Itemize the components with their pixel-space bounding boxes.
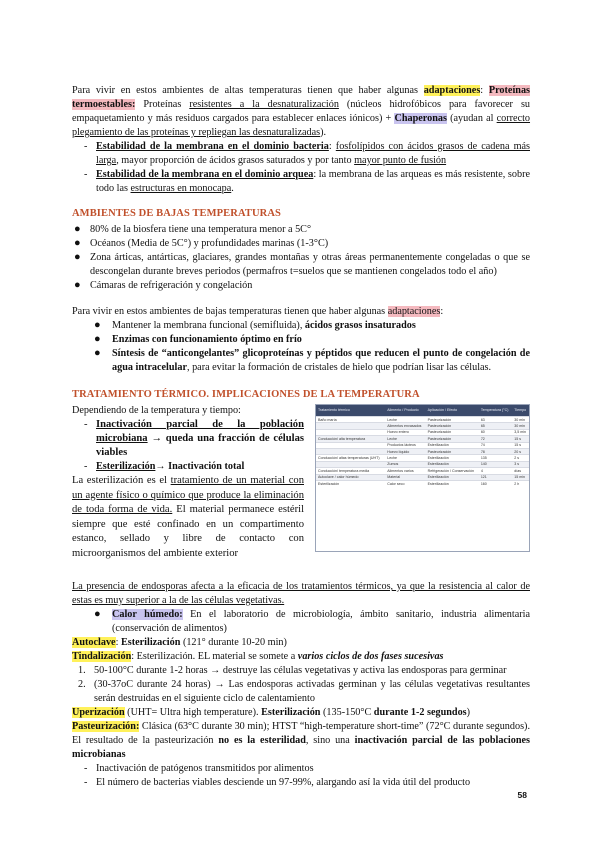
highlight-uperizacion: Uperización <box>72 707 125 718</box>
bullet-dot: ● <box>74 251 81 263</box>
table-cell: 65 <box>479 423 512 429</box>
paragraph-bajas-adaptaciones: Para vivir en estos ambientes de bajas temperaturas tienen que haber algunas adaptaciones: <box>72 306 444 317</box>
endosporas-text: La presencia de endosporas afecta a la eficacia de los tratamientos térmicos, ya que la resistencia al calor de estas es muy superior a la de las células vegetativas. <box>72 581 530 606</box>
list-item: ● Mantener la membrana funcional (semifluida), ácidos grasos insaturados <box>94 319 416 331</box>
heading-tratamiento-termico: TRATAMIENTO TÉRMICO. IMPLICACIONES DE LA TEMPERATURA <box>72 389 420 400</box>
table-cell: Esterilización <box>426 455 479 461</box>
table-cell: 160 <box>479 481 512 487</box>
list-item: - Estabilidad de la membrana en el dominio bacteria: fosfolípidos con ácidos grasos de cadena más larga, mayor proporción de ácidos grasos saturados y por tanto mayor punto de fusión <box>84 141 530 166</box>
highlight-adaptaciones: adaptaciones <box>423 85 481 96</box>
table-cell: Baño maría <box>316 417 385 423</box>
table-cell: Pasteurización <box>426 436 479 442</box>
table-cell: 20 s <box>512 449 529 455</box>
uperizacion-line: Uperización (UHT= Ultra high temperature). Esterilización (135-150°C durante 1-2 segundos) <box>72 707 471 718</box>
highlight-adaptaciones-bajas: adaptaciones <box>387 306 441 317</box>
list-item: - Inactivación parcial de la población microbiana → queda una fracción de células viables <box>84 419 304 458</box>
dash-bullet: - <box>84 169 88 180</box>
table-cell: 30 min <box>512 423 529 429</box>
dependiendo-text: Dependiendo de la temperatura y tiempo: <box>72 405 241 416</box>
list-item: ● 80% de la biosfera tiene una temperatura menor a 5C° <box>74 223 312 235</box>
table-cell: Huevo entero <box>385 429 425 435</box>
highlight-autoclave: Autoclave <box>72 637 116 648</box>
table-cell: 74 <box>479 442 512 448</box>
highlight-proteinas-termoestables: Proteínas termoestables: <box>72 85 530 110</box>
pasteurizacion-list <box>72 762 530 790</box>
dash-bullet: - <box>84 777 88 788</box>
table-cell: Alimentos varios <box>385 468 425 474</box>
table-cell: Alimentos envasados <box>385 423 425 429</box>
table-cell: 2 h <box>512 481 529 487</box>
list-item: 2. (30-37oC durante 24 horas) → Las endosporas activadas germinan y las células vegetativas resultantes serán destruidas en el siguiente ciclo de calentamiento <box>78 679 530 704</box>
table-cell: Conducción/ alta temperatura <box>316 436 385 442</box>
table-cell: Esterilización <box>316 481 385 487</box>
table-cell: Pasteurización <box>426 429 479 435</box>
adaptaciones-bajas-list <box>72 319 530 375</box>
table-cell: 63 <box>479 417 512 423</box>
table-cell: 60 <box>479 429 512 435</box>
table-cell: 15 s <box>512 436 529 442</box>
membrane-stability-list <box>72 140 530 196</box>
table-cell: 72 <box>479 436 512 442</box>
table-cell: Leche <box>385 455 425 461</box>
table-cell: Esterilización <box>426 442 479 448</box>
table-cell: 2 s <box>512 455 529 461</box>
paragraph-altas-adaptaciones: Para vivir en estos ambientes de altas temperaturas tienen que haber algunas adaptaciones: Proteínas termoestables: Proteínas resistentes a la desnaturalización (núcleos hidrofóbicos para favorecer su empaquetamiento y más residuos cargados para establecer enlaces iónicos) + Chaperonas (ayudan al correcto plegamiento de las proteínas y repliegan las desnaturalizadas). <box>72 85 531 138</box>
table-cell: 15 s <box>512 442 529 448</box>
table-cell: 30 min <box>512 417 529 423</box>
table-cell: Leche <box>385 417 425 423</box>
dash-bullet: - <box>84 419 88 430</box>
list-item: ● Síntesis de “anticongelantes” glicoproteínas y péptidos que reducen el punto de congelación de agua intracelular, para evitar la formación de cristales de hielo que podrían lisar las células. <box>94 347 530 373</box>
inactivacion-list <box>72 418 304 474</box>
bullet-dot: ● <box>74 237 81 249</box>
table-cell: Conducción/ temperatura media <box>316 468 385 474</box>
highlight-chaperonas: Chaperonas <box>394 113 447 124</box>
list-item: - Inactivación de patógenos transmitidos por alimentos <box>84 763 314 774</box>
table-header: Tiempo <box>512 405 529 417</box>
calor-humedo-list <box>72 608 530 636</box>
bullet-dot: ● <box>94 608 101 620</box>
esterilizacion-definition: La esterilización es el tratamiento de un material con un agente físico o químico que produce la eliminación de toda forma de vida. El material permanece estéril siempre que esté confinado en un compartimento estanco, sellado y libre de contacto con microorganismos del ambiente exterior <box>72 475 305 559</box>
bullet-dot: ● <box>74 223 81 235</box>
page-number: 58 <box>517 790 527 800</box>
table-cell: Esterilización <box>426 461 479 467</box>
table-cell: Autoclave / calor húmedo <box>316 474 385 480</box>
table-cell: 3 s <box>512 461 529 467</box>
list-item: ● Enzimas con funcionamiento óptimo en frío <box>94 333 302 345</box>
bullet-dot: ● <box>94 347 101 359</box>
highlight-calor-humedo: Calor húmedo: <box>112 609 183 620</box>
document-body <box>72 82 530 790</box>
bajas-temperaturas-list <box>72 223 530 293</box>
table-cell: 15 min <box>512 474 529 480</box>
list-item: ● Océanos (Media de 5C°) y profundidades marinas (1-3°C) <box>74 237 329 249</box>
table-cell: días <box>512 468 529 474</box>
table-cell: 3,5 min <box>512 429 529 435</box>
table-cell: 140 <box>479 461 512 467</box>
table-cell: Pasteurización <box>426 449 479 455</box>
table-header: Temperatura (°C) <box>479 405 512 417</box>
list-item: - Estabilidad de la membrana en el dominio arquea: la membrana de las arqueas es más resistente, sobre todo las estructuras en monocapa. <box>84 169 531 194</box>
highlight-tindalizacion: Tindalización <box>72 651 132 662</box>
bullet-dot: ● <box>94 319 101 331</box>
highlight-pasteurizacion: Pasteurización: <box>72 721 140 732</box>
tindalizacion-line: Tindalización: Esterilización. EL material se somete a varios ciclos de dos fases sucesivas <box>72 651 444 662</box>
tindalizacion-steps <box>72 664 530 706</box>
table-cell: Calor seco <box>385 481 425 487</box>
table-cell: Refrigeración / Conservación <box>426 468 479 474</box>
bullet-dot: ● <box>74 279 81 291</box>
table-cell: Material <box>385 474 425 480</box>
table-cell: Zumos <box>385 461 425 467</box>
table-cell: 121 <box>479 474 512 480</box>
pasteurizacion-paragraph: Pasteurización: Clásica (63°C durante 30 min); HTST “high-temperature short-time” (72°C durante segundos). El resultado de la pasteurización no es la esterilidad, sino una inactivación parcial de las poblaciones microbianas <box>72 721 531 760</box>
table-header: Aplicación / Efecto <box>426 405 479 417</box>
table-cell: Pasteurización <box>426 417 479 423</box>
table-cell: Esterilización <box>426 474 479 480</box>
bullet-dot: ● <box>94 333 101 345</box>
thermal-treatment-table <box>315 404 530 552</box>
list-item: 1. 50-100°C durante 1-2 horas → destruye las células vegetativas y activa las endosporas para germinar <box>78 665 507 676</box>
table-cell: Conducción/ altas temperaturas (UHT) <box>316 455 385 461</box>
list-item: - Esterilización→ Inactivación total <box>84 461 245 472</box>
table-header-row <box>316 405 529 417</box>
dash-bullet: - <box>84 461 88 472</box>
table-cell: 4 <box>479 468 512 474</box>
heading-bajas-temperaturas: AMBIENTES DE BAJAS TEMPERATURAS <box>72 208 281 219</box>
list-item: ● Zona árticas, antárticas, glaciares, grandes montañas y otras áreas permanentemente congeladas o que se descongelan durante breves periodos (permafros t=suelos que se mantienen congelados todo el año) <box>74 251 530 277</box>
table-cell: Productos lácteos <box>385 442 425 448</box>
tratamiento-text-column <box>72 404 304 561</box>
autoclave-line: Autoclave: Esterilización (121° durante 10-20 min) <box>72 637 287 648</box>
table-cell: Huevo líquido <box>385 449 425 455</box>
list-item: ● Cámaras de refrigeración y congelación <box>74 279 253 291</box>
table-cell: Esterilización <box>426 481 479 487</box>
table-header: Tratamiento térmico <box>316 405 385 417</box>
table-header: Alimento / Producto <box>385 405 425 417</box>
table-cell: Leche <box>385 436 425 442</box>
list-item: - El número de bacterias viables desciende un 97-99%, alargando así la vida útil del producto <box>84 777 471 788</box>
dash-bullet: - <box>84 763 88 774</box>
list-item: ● Calor húmedo: En el laboratorio de microbiología, ámbito sanitario, industria alimentaria (conservación de alimentos) <box>94 608 530 634</box>
table-cell: 135 <box>479 455 512 461</box>
table-cell: 78 <box>479 449 512 455</box>
table-cell: Pasteurización <box>426 423 479 429</box>
dash-bullet: - <box>84 141 88 152</box>
tratamiento-section <box>72 404 530 582</box>
table-row <box>316 481 529 487</box>
